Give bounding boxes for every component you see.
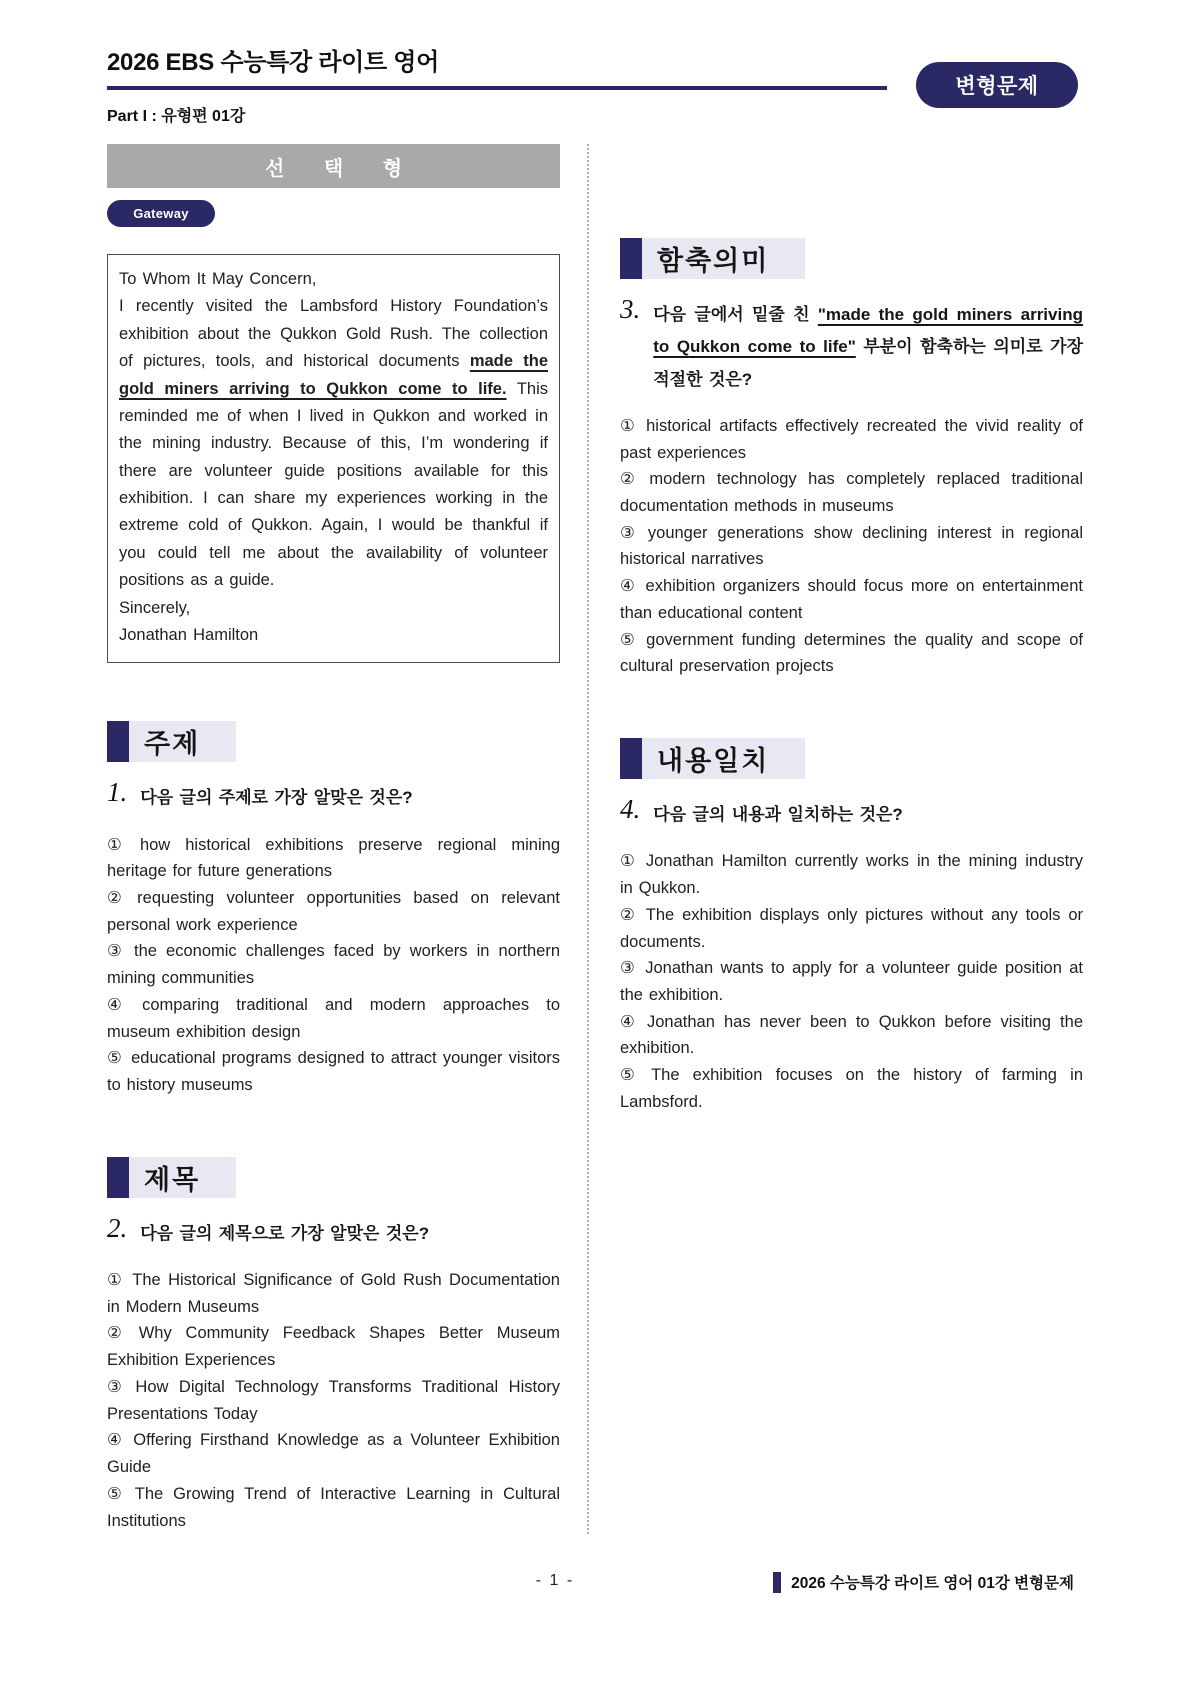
option-text: The exhibition displays only pictures without any tools or documents. <box>620 905 1083 951</box>
option <box>107 1320 560 1373</box>
option <box>620 413 1083 466</box>
option <box>107 885 560 938</box>
option-text: The Historical Significance of Gold Rush Documentation in Modern Museums <box>107 1271 560 1316</box>
option <box>620 573 1083 626</box>
option-marker: ② <box>107 888 129 907</box>
option-text: How Digital Technology Transforms Traditional History Presentations Today <box>107 1377 560 1423</box>
section-title-implied-meaning: 함축의미 <box>642 238 805 279</box>
option <box>620 1009 1083 1062</box>
option-text: The Growing Trend of Interactive Learning in Cultural Institutions <box>107 1484 560 1530</box>
letter-closing: Sincerely, <box>119 598 191 617</box>
option-marker: ③ <box>107 942 125 961</box>
section-marker-block <box>107 1157 129 1198</box>
option <box>107 938 560 991</box>
option-marker: ⑤ <box>620 1066 643 1085</box>
question-2-options <box>107 1267 560 1534</box>
option-text: Offering Firsthand Knowledge as a Volunteer Exhibition Guide <box>107 1431 560 1477</box>
option-marker: ④ <box>107 1431 125 1450</box>
column-divider <box>587 144 589 1534</box>
footer-bar <box>773 1572 781 1593</box>
option <box>107 992 560 1045</box>
option-text: Jonathan wants to apply for a volunteer guide position at the exhibition. <box>620 959 1083 1004</box>
section-header-topic <box>107 721 236 762</box>
question-1-text: 다음 글의 주제로 가장 알맞은 것은? <box>140 788 413 808</box>
option-text: exhibition organizers should focus more on entertainment than educational content <box>620 577 1083 622</box>
option <box>107 832 560 885</box>
option-text: educational programs designed to attract younger visitors to history museums <box>107 1049 560 1095</box>
letter-body-text-after: This reminded me of when I lived in Qukkon and worked in the mining industry. Because of this, I’m wondering if there are volunteer guide positions available for this exhibition. I can share my experiences working in the extreme cold of Qukkon. Again, I would be thankful if you could tell me about the availability of volunteer positions as a guide. <box>119 379 548 590</box>
option-marker: ① <box>620 416 638 435</box>
option-marker: ② <box>620 470 641 489</box>
option-marker: ③ <box>620 959 637 978</box>
option-text: modern technology has completely replaced traditional documentation methods in museums <box>620 470 1083 516</box>
letter-underlined-phrase: made the gold miners arriving to Qukkon come to life. <box>119 352 549 398</box>
option <box>620 466 1083 519</box>
question-2-prompt <box>107 1213 560 1250</box>
question-3-quoted-phrase: "made the gold miners arriving to Qukkon come to life" <box>653 305 1083 357</box>
question-2-number: 2. <box>107 1212 128 1243</box>
option <box>620 902 1083 955</box>
section-header-title <box>107 1157 236 1198</box>
content-columns <box>0 144 1190 1534</box>
question-3-prompt <box>620 294 1083 396</box>
gateway-badge: Gateway <box>107 200 215 227</box>
question-3-number: 3. <box>620 294 641 324</box>
footer-label-text: 2026 수능특강 라이트 영어 01강 변형문제 <box>791 1575 1074 1592</box>
letter-signature: Jonathan Hamilton <box>119 625 259 644</box>
letter-body-text: I recently visited the Lambsford History Foundation’s exhibition about the Qukkon Gold Rush. The collection of pictures, tools, and historical documents <box>119 297 548 371</box>
option-text: how historical exhibitions preserve regional mining heritage for future generations <box>107 835 560 881</box>
question-2-text: 다음 글의 제목으로 가장 알맞은 것은? <box>140 1223 430 1243</box>
question-3-text <box>653 294 1083 396</box>
option-marker: ① <box>620 852 637 871</box>
letter-salutation: To Whom It May Concern, <box>119 270 317 288</box>
option <box>107 1374 560 1427</box>
option-text: younger generations show declining interest in regional historical narratives <box>620 523 1084 569</box>
section-title-content-match: 내용일치 <box>642 738 805 779</box>
section-header-content-match <box>620 738 805 779</box>
option-text: government funding determines the quality and scope of cultural preservation projects <box>620 630 1083 676</box>
question-4-options <box>620 848 1083 1115</box>
page-title: 2026 EBS 수능특강 라이트 영어 <box>107 49 440 76</box>
option <box>620 520 1083 573</box>
selection-type-banner: 선 택 형 <box>107 144 560 188</box>
modified-problems-badge: 변형문제 <box>916 62 1078 108</box>
option-marker: ① <box>107 835 131 854</box>
option-marker: ② <box>620 905 637 924</box>
section-header-implied-meaning <box>620 238 805 279</box>
option-text: requesting volunteer opportunities based on relevant personal work experience <box>107 888 560 934</box>
part-label: Part I : 유형편 01강 <box>107 108 246 125</box>
option-marker: ④ <box>620 1012 638 1031</box>
option <box>107 1481 560 1534</box>
page-header <box>0 0 1190 126</box>
option-text: The exhibition focuses on the history of farming in Lambsford. <box>620 1066 1083 1111</box>
option-text: Jonathan has never been to Qukkon before visiting the exhibition. <box>620 1012 1083 1058</box>
option <box>107 1267 560 1320</box>
left-column <box>107 144 560 1534</box>
question-4-number: 4. <box>620 794 641 825</box>
question-3-text-after: 부분이 함축하는 의미로 가장 적절한 것은? <box>653 337 1083 389</box>
letter-body <box>119 293 548 594</box>
option-marker: ⑤ <box>107 1484 126 1503</box>
option-text: Jonathan Hamilton currently works in the mining industry in Qukkon. <box>620 852 1084 898</box>
option <box>620 848 1083 901</box>
question-3-options <box>620 413 1083 680</box>
option-marker: ③ <box>107 1377 127 1396</box>
title-underline <box>107 86 887 90</box>
section-marker-block <box>620 738 642 779</box>
option-marker: ⑤ <box>107 1049 123 1068</box>
question-1-options <box>107 832 560 1099</box>
option <box>620 627 1083 680</box>
section-marker-block <box>620 238 642 279</box>
question-4-prompt <box>620 794 1083 831</box>
section-title-topic: 주제 <box>129 721 236 762</box>
passage-box <box>107 254 560 663</box>
option-marker: ③ <box>620 523 639 542</box>
option-text: Why Community Feedback Shapes Better Museum Exhibition Experiences <box>107 1324 560 1370</box>
option <box>107 1427 560 1480</box>
section-marker-block <box>107 721 129 762</box>
option <box>107 1045 560 1098</box>
footer-label <box>773 1571 1074 1593</box>
option-marker: ④ <box>620 577 637 596</box>
option-marker: ④ <box>107 995 134 1014</box>
question-3-text-before: 다음 글에서 밑줄 친 <box>653 305 818 324</box>
question-1-number: 1. <box>107 777 128 808</box>
option-text: the economic challenges faced by workers in northern mining communities <box>107 942 561 988</box>
option-marker: ① <box>107 1271 124 1290</box>
section-title-title: 제목 <box>129 1157 236 1198</box>
page-number: - 1 - <box>535 1572 575 1589</box>
question-1-prompt <box>107 777 560 814</box>
option-marker: ⑤ <box>620 630 638 649</box>
option-text: historical artifacts effectively recreated the vivid reality of past experiences <box>620 416 1083 462</box>
option-text: comparing traditional and modern approaches to museum exhibition design <box>107 995 560 1041</box>
option-marker: ② <box>107 1324 130 1343</box>
option <box>620 1062 1083 1115</box>
question-4-text: 다음 글의 내용과 일치하는 것은? <box>653 805 903 825</box>
right-column <box>620 144 1083 1534</box>
option <box>620 955 1083 1008</box>
